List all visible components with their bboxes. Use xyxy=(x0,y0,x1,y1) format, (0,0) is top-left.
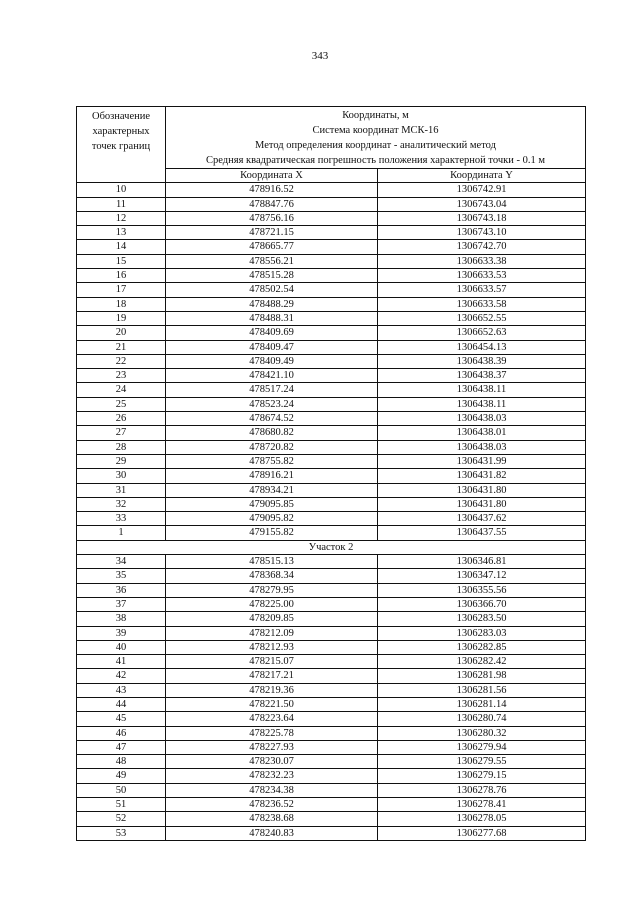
coordinate-x-cell: 479095.85 xyxy=(166,497,378,511)
table-row xyxy=(77,555,586,569)
point-number-cell: 48 xyxy=(77,755,166,769)
coordinate-y-cell: 1306355.56 xyxy=(378,583,586,597)
coordinate-y-cell: 1306278.41 xyxy=(378,798,586,812)
header-left-line: характерных xyxy=(92,126,150,137)
point-number-cell: 31 xyxy=(77,483,166,497)
coordinate-x-cell: 478238.68 xyxy=(166,812,378,826)
coordinate-y-cell: 1306743.18 xyxy=(378,211,586,225)
coordinate-x-cell: 478502.54 xyxy=(166,283,378,297)
table-row xyxy=(77,697,586,711)
coordinate-x-cell: 478232.23 xyxy=(166,769,378,783)
point-number-cell: 19 xyxy=(77,311,166,325)
coordinate-y-cell: 1306652.55 xyxy=(378,311,586,325)
point-designation-header xyxy=(77,107,166,183)
coordinate-x-cell: 479155.82 xyxy=(166,526,378,540)
coordinate-x-cell: 478421.10 xyxy=(166,369,378,383)
table-row xyxy=(77,183,586,197)
header-left-line: точек границ xyxy=(91,141,151,152)
point-number-cell: 13 xyxy=(77,226,166,240)
section-title: Участок 2 xyxy=(77,540,586,554)
table-row xyxy=(77,311,586,325)
point-number-cell: 50 xyxy=(77,783,166,797)
point-number-cell: 38 xyxy=(77,612,166,626)
table-row xyxy=(77,412,586,426)
coordinate-x-cell: 478934.21 xyxy=(166,483,378,497)
coordinate-x-cell: 478230.07 xyxy=(166,755,378,769)
table-row xyxy=(77,197,586,211)
coordinate-y-cell: 1306279.94 xyxy=(378,740,586,754)
coordinate-y-cell: 1306454.13 xyxy=(378,340,586,354)
coordinate-y-cell: 1306279.55 xyxy=(378,755,586,769)
coordinate-x-cell: 478847.76 xyxy=(166,197,378,211)
point-number-cell: 20 xyxy=(77,326,166,340)
coordinate-y-cell: 1306281.14 xyxy=(378,697,586,711)
coordinate-y-cell: 1306438.11 xyxy=(378,383,586,397)
table-row xyxy=(77,254,586,268)
coordinate-x-cell: 478674.52 xyxy=(166,412,378,426)
coordinate-y-header: Координата Y xyxy=(378,169,586,183)
coordinate-x-cell: 478223.64 xyxy=(166,712,378,726)
table-row xyxy=(77,283,586,297)
point-number-cell: 46 xyxy=(77,726,166,740)
coordinate-y-cell: 1306438.11 xyxy=(378,397,586,411)
coordinate-y-cell: 1306283.50 xyxy=(378,612,586,626)
table-row xyxy=(77,512,586,526)
point-number-cell: 30 xyxy=(77,469,166,483)
table-row xyxy=(77,297,586,311)
point-number-cell: 18 xyxy=(77,297,166,311)
table-row xyxy=(77,583,586,597)
coordinate-x-cell: 478488.31 xyxy=(166,311,378,325)
point-number-cell: 32 xyxy=(77,497,166,511)
table-row xyxy=(77,426,586,440)
point-number-cell: 53 xyxy=(77,826,166,840)
table-row xyxy=(77,740,586,754)
point-number-cell: 24 xyxy=(77,383,166,397)
coordinate-y-cell: 1306366.70 xyxy=(378,597,586,611)
coordinate-y-cell: 1306437.62 xyxy=(378,512,586,526)
section-row xyxy=(77,540,586,554)
point-number-cell: 40 xyxy=(77,640,166,654)
table-row xyxy=(77,826,586,840)
coordinate-x-header: Координата X xyxy=(166,169,378,183)
table-row xyxy=(77,626,586,640)
table-row xyxy=(77,226,586,240)
coordinate-y-cell: 1306279.15 xyxy=(378,769,586,783)
coordinate-y-cell: 1306278.76 xyxy=(378,783,586,797)
coordinate-x-cell: 478212.93 xyxy=(166,640,378,654)
table-row xyxy=(77,326,586,340)
coordinate-x-cell: 478756.16 xyxy=(166,211,378,225)
coordinate-x-cell: 478721.15 xyxy=(166,226,378,240)
coordinate-x-cell: 478680.82 xyxy=(166,426,378,440)
coordinate-y-cell: 1306633.38 xyxy=(378,254,586,268)
table-row xyxy=(77,497,586,511)
point-number-cell: 36 xyxy=(77,583,166,597)
coordinate-x-cell: 478556.21 xyxy=(166,254,378,268)
coordinate-y-cell: 1306431.82 xyxy=(378,469,586,483)
coordinates-header xyxy=(166,107,586,169)
table-row xyxy=(77,769,586,783)
coordinate-x-cell: 478916.21 xyxy=(166,469,378,483)
table-row xyxy=(77,755,586,769)
coordinate-y-cell: 1306438.01 xyxy=(378,426,586,440)
table-row xyxy=(77,669,586,683)
header-main-line: Метод определения координат - аналитический метод xyxy=(255,140,496,151)
table-row xyxy=(77,354,586,368)
point-number-cell: 21 xyxy=(77,340,166,354)
coordinate-x-cell: 478215.07 xyxy=(166,655,378,669)
point-number-cell: 10 xyxy=(77,183,166,197)
header-main-line: Система координат МСК-16 xyxy=(312,125,439,136)
coordinate-x-cell: 478517.24 xyxy=(166,383,378,397)
coordinate-y-cell: 1306438.03 xyxy=(378,440,586,454)
table-row xyxy=(77,369,586,383)
coordinate-x-cell: 478234.38 xyxy=(166,783,378,797)
point-number-cell: 28 xyxy=(77,440,166,454)
page-number: 343 xyxy=(311,50,329,62)
point-number-cell: 34 xyxy=(77,555,166,569)
table-row xyxy=(77,440,586,454)
coordinate-x-cell: 478225.78 xyxy=(166,726,378,740)
coordinate-x-cell: 478217.21 xyxy=(166,669,378,683)
point-number-cell: 51 xyxy=(77,798,166,812)
point-number-cell: 25 xyxy=(77,397,166,411)
coordinate-x-cell: 478665.77 xyxy=(166,240,378,254)
coordinate-y-cell: 1306438.03 xyxy=(378,412,586,426)
coordinate-x-cell: 478916.52 xyxy=(166,183,378,197)
coordinate-y-cell: 1306281.98 xyxy=(378,669,586,683)
table-row xyxy=(77,340,586,354)
table-row xyxy=(77,597,586,611)
coordinate-y-cell: 1306633.57 xyxy=(378,283,586,297)
coordinate-x-cell: 478720.82 xyxy=(166,440,378,454)
point-number-cell: 41 xyxy=(77,655,166,669)
table-row xyxy=(77,454,586,468)
coordinate-y-cell: 1306280.32 xyxy=(378,726,586,740)
point-number-cell: 39 xyxy=(77,626,166,640)
table-row xyxy=(77,783,586,797)
coordinate-y-cell: 1306281.56 xyxy=(378,683,586,697)
table-row xyxy=(77,526,586,540)
point-number-cell: 14 xyxy=(77,240,166,254)
point-number-cell: 22 xyxy=(77,354,166,368)
coordinate-y-cell: 1306277.68 xyxy=(378,826,586,840)
table-row xyxy=(77,812,586,826)
coordinate-y-cell: 1306283.03 xyxy=(378,626,586,640)
point-number-cell: 26 xyxy=(77,412,166,426)
coordinate-x-cell: 478225.00 xyxy=(166,597,378,611)
coordinate-y-cell: 1306431.99 xyxy=(378,454,586,468)
coordinate-y-cell: 1306652.63 xyxy=(378,326,586,340)
coordinate-y-cell: 1306743.10 xyxy=(378,226,586,240)
coordinate-x-cell: 478488.29 xyxy=(166,297,378,311)
coordinate-x-cell: 478219.36 xyxy=(166,683,378,697)
coordinate-y-cell: 1306282.85 xyxy=(378,640,586,654)
coordinate-x-cell: 478409.69 xyxy=(166,326,378,340)
point-number-cell: 43 xyxy=(77,683,166,697)
header-row xyxy=(77,107,586,169)
point-number-cell: 12 xyxy=(77,211,166,225)
point-number-cell: 35 xyxy=(77,569,166,583)
coordinate-x-cell: 478368.34 xyxy=(166,569,378,583)
point-number-cell: 44 xyxy=(77,697,166,711)
coordinate-x-cell: 478221.50 xyxy=(166,697,378,711)
table-row xyxy=(77,655,586,669)
coordinate-y-cell: 1306431.80 xyxy=(378,483,586,497)
coordinate-x-cell: 478227.93 xyxy=(166,740,378,754)
table-row xyxy=(77,269,586,283)
point-number-cell: 11 xyxy=(77,197,166,211)
coordinate-x-cell: 478409.49 xyxy=(166,354,378,368)
header-main-line: Средняя квадратическая погрешность положения характерной точки - 0.1 м xyxy=(206,155,545,166)
table-row xyxy=(77,240,586,254)
point-number-cell: 27 xyxy=(77,426,166,440)
point-number-cell: 45 xyxy=(77,712,166,726)
coordinate-y-cell: 1306431.80 xyxy=(378,497,586,511)
coordinate-y-cell: 1306742.70 xyxy=(378,240,586,254)
table-row xyxy=(77,383,586,397)
point-number-cell: 17 xyxy=(77,283,166,297)
coordinate-x-cell: 478409.47 xyxy=(166,340,378,354)
point-number-cell: 42 xyxy=(77,669,166,683)
coordinate-x-cell: 478523.24 xyxy=(166,397,378,411)
table-row xyxy=(77,211,586,225)
header-left-line: Обозначение xyxy=(91,111,151,122)
table-body xyxy=(77,183,586,841)
table-row xyxy=(77,798,586,812)
table-row xyxy=(77,683,586,697)
point-number-cell: 37 xyxy=(77,597,166,611)
coordinates-table xyxy=(76,106,586,841)
coordinate-x-cell: 478279.95 xyxy=(166,583,378,597)
coordinate-y-cell: 1306633.58 xyxy=(378,297,586,311)
coordinate-x-cell: 478240.83 xyxy=(166,826,378,840)
point-number-cell: 52 xyxy=(77,812,166,826)
coordinate-y-cell: 1306742.91 xyxy=(378,183,586,197)
table-row xyxy=(77,397,586,411)
point-number-cell: 33 xyxy=(77,512,166,526)
table-row xyxy=(77,726,586,740)
coordinate-y-cell: 1306346.81 xyxy=(378,555,586,569)
header-main-line: Координаты, м xyxy=(342,110,409,121)
point-number-cell: 29 xyxy=(77,454,166,468)
point-number-cell: 23 xyxy=(77,369,166,383)
coordinate-y-cell: 1306633.53 xyxy=(378,269,586,283)
table-row xyxy=(77,640,586,654)
coordinate-x-cell: 478515.13 xyxy=(166,555,378,569)
point-number-cell: 47 xyxy=(77,740,166,754)
coordinate-y-cell: 1306743.04 xyxy=(378,197,586,211)
coordinate-x-cell: 478755.82 xyxy=(166,454,378,468)
coordinate-x-cell: 478212.09 xyxy=(166,626,378,640)
coordinate-x-cell: 478515.28 xyxy=(166,269,378,283)
point-number-cell: 1 xyxy=(77,526,166,540)
coordinate-y-cell: 1306437.55 xyxy=(378,526,586,540)
coordinate-y-cell: 1306438.39 xyxy=(378,354,586,368)
coordinate-x-cell: 478236.52 xyxy=(166,798,378,812)
coordinate-y-cell: 1306347.12 xyxy=(378,569,586,583)
coordinate-x-cell: 479095.82 xyxy=(166,512,378,526)
table-row xyxy=(77,469,586,483)
point-number-cell: 15 xyxy=(77,254,166,268)
coordinate-y-cell: 1306280.74 xyxy=(378,712,586,726)
table-row xyxy=(77,712,586,726)
coordinate-y-cell: 1306282.42 xyxy=(378,655,586,669)
coordinate-y-cell: 1306278.05 xyxy=(378,812,586,826)
table-row xyxy=(77,569,586,583)
table-row xyxy=(77,483,586,497)
point-number-cell: 16 xyxy=(77,269,166,283)
coordinate-y-cell: 1306438.37 xyxy=(378,369,586,383)
table-row xyxy=(77,612,586,626)
coordinate-x-cell: 478209.85 xyxy=(166,612,378,626)
point-number-cell: 49 xyxy=(77,769,166,783)
